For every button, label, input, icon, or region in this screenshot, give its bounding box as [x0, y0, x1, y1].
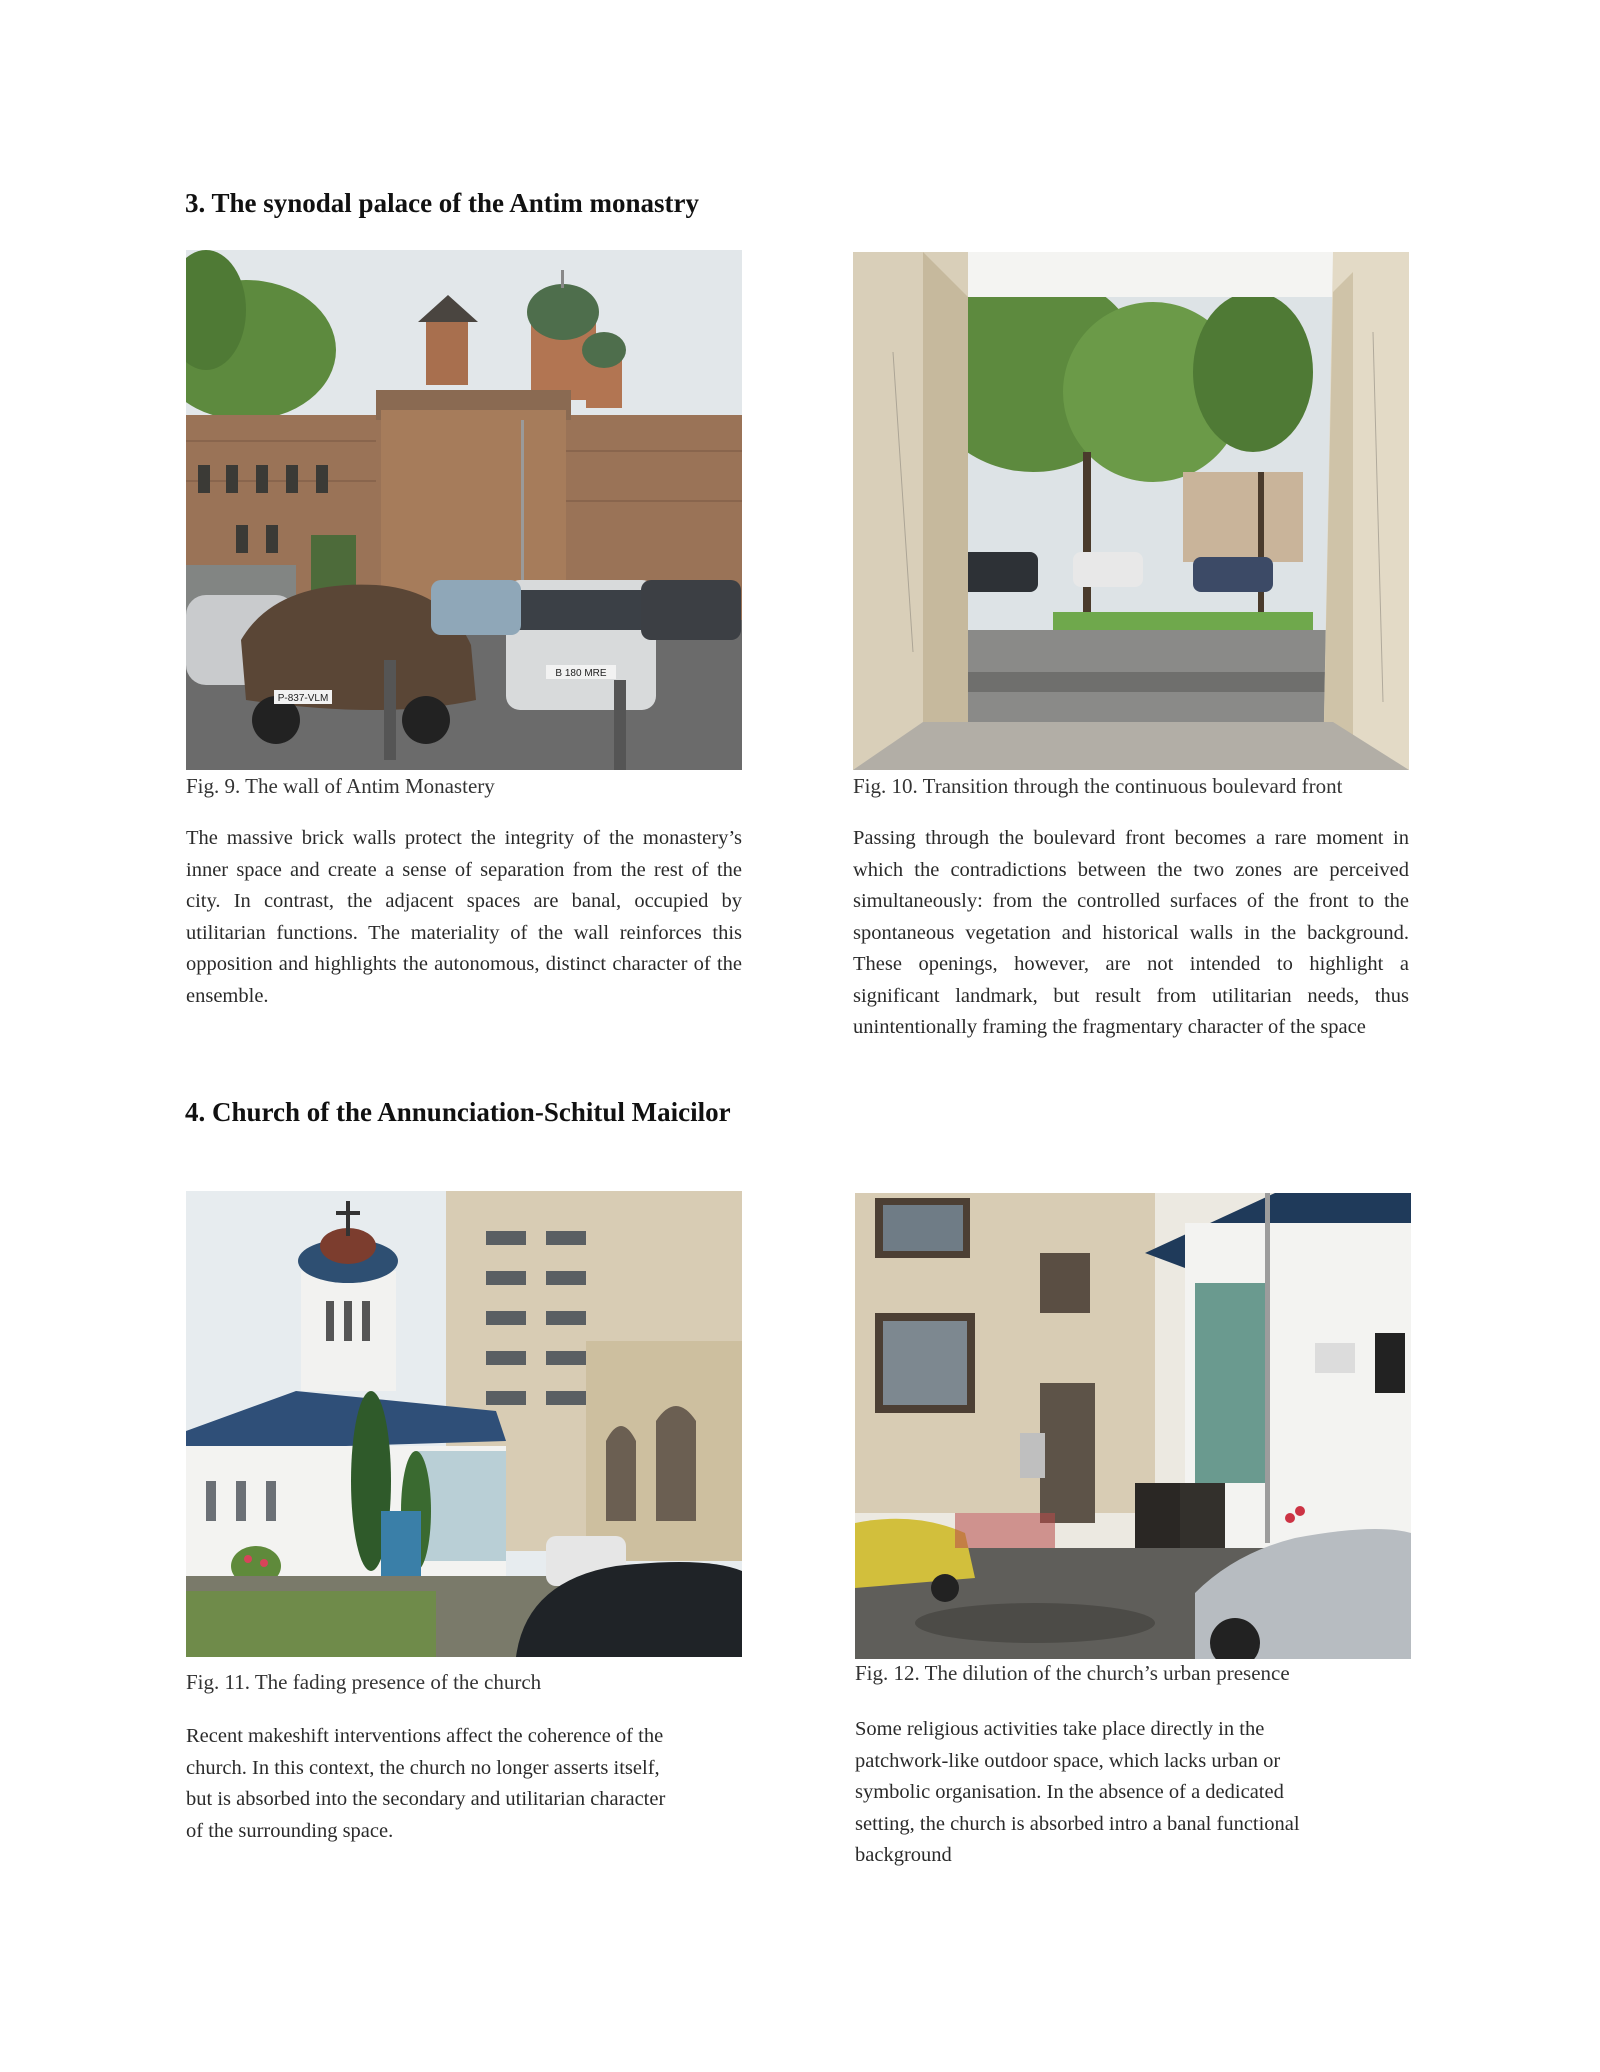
fig11-paragraph	[186, 1721, 746, 1847]
fig12-paragraph-line: setting, the church is absorbed intro a banal functional	[855, 1812, 1300, 1835]
fig10-photo	[853, 252, 1409, 770]
fig9-paragraph: The massive brick walls protect the integrity of the monastery’s inner space and create a sense of separation from the rest of the city. In contrast, the adjacent spaces are banal, occupied by utilitarian functions. The materiality of the wall reinforces this opposition and highlights the autonomous, distinct character of the ensemble.	[186, 827, 742, 1007]
fig10-paragraph: Passing through the boulevard front becomes a rare moment in which the contradictions between the two zones are perceived simultaneously: from the controlled surfaces of the front to the spontaneous vegetation and historical walls in the background. These openings, however, are not intended to highlight a significant landmark, but result from utilitarian needs, thus unintentionally framing the fragmentary character of the space	[853, 827, 1409, 1038]
fig9-plate-left: P-837-VLM	[277, 693, 329, 704]
fig11-paragraph-line: church. In this context, the church no longer asserts itself,	[186, 1756, 660, 1779]
fig12-paragraph-line: Some religious activities take place directly in the	[855, 1718, 1265, 1740]
fig12-paragraph-line: background	[855, 1844, 952, 1866]
fig10-caption: Fig. 10. Transition through the continuous boulevard front	[853, 774, 1343, 798]
section-4-heading: 4. Church of the Annunciation-Schitul Maicilor	[185, 1097, 731, 1127]
fig11-paragraph-line: but is absorbed into the secondary and utilitarian character	[186, 1788, 666, 1810]
fig12-caption: Fig. 12. The dilution of the church’s urban presence	[855, 1661, 1290, 1685]
fig11-paragraph-line: of the surrounding space.	[186, 1819, 394, 1842]
fig12-paragraph-line: patchwork-like outdoor space, which lacks urban or	[855, 1749, 1281, 1772]
fig12-paragraph	[855, 1714, 1415, 1872]
fig9-plate-right: B 180 MRE	[555, 668, 607, 679]
fig9-photo	[186, 250, 742, 770]
fig11-paragraph-line: Recent makeshift interventions affect the coherence of the	[186, 1725, 664, 1747]
section-3-heading: 3. The synodal palace of the Antim monastry	[185, 188, 700, 218]
fig12-photo	[855, 1193, 1411, 1659]
fig9-caption: Fig. 9. The wall of Antim Monastery	[186, 774, 495, 798]
fig12-paragraph-line: symbolic organisation. In the absence of a dedicated	[855, 1781, 1284, 1803]
fig11-photo	[186, 1191, 742, 1657]
fig11-caption: Fig. 11. The fading presence of the church	[186, 1670, 542, 1694]
